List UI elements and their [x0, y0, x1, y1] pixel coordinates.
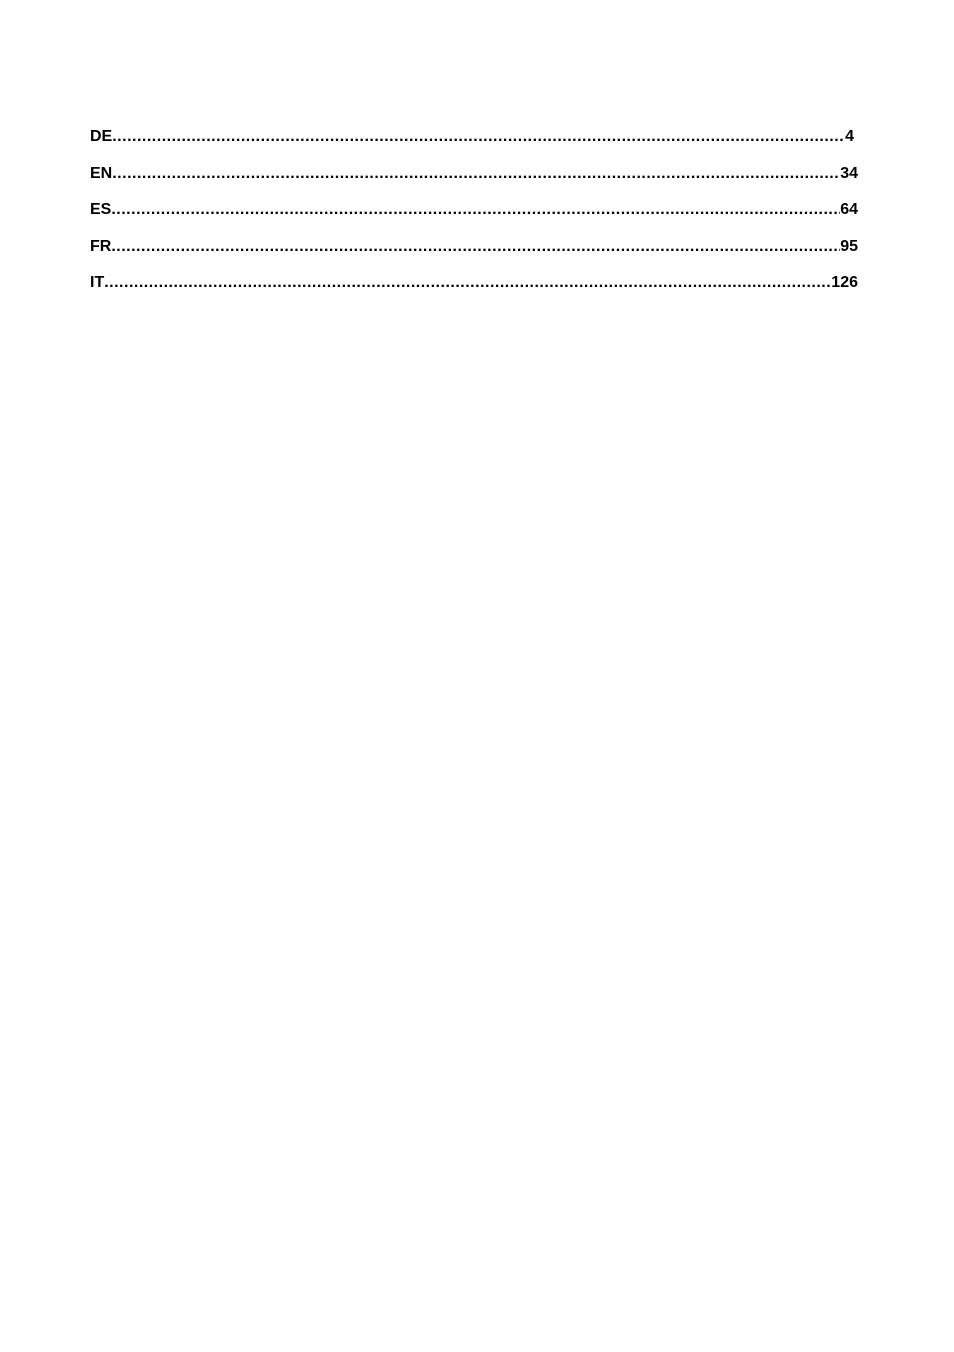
table-of-contents — [90, 127, 858, 310]
dot-leader — [112, 127, 845, 147]
toc-label: IT — [90, 274, 105, 291]
dot-leader — [112, 164, 840, 184]
toc-page-number: 64 — [840, 201, 858, 218]
toc-label: FR — [90, 237, 112, 255]
toc-page-number: 95 — [840, 237, 858, 255]
dot-leader — [104, 273, 831, 293]
toc-page-number: 4 — [845, 128, 854, 145]
toc-entry-fr[interactable] — [90, 237, 858, 274]
toc-page-number: 126 — [831, 274, 858, 291]
toc-label: DE — [90, 128, 113, 145]
dot-leader — [111, 200, 840, 220]
toc-entry-es[interactable] — [90, 200, 858, 237]
dot-leader — [111, 237, 840, 257]
toc-entry-de[interactable] — [90, 127, 858, 164]
toc-label: EN — [90, 164, 113, 182]
toc-label: ES — [90, 201, 112, 218]
toc-entry-en[interactable] — [90, 164, 858, 201]
toc-entry-it[interactable] — [90, 273, 858, 310]
toc-page-number: 34 — [840, 164, 858, 182]
